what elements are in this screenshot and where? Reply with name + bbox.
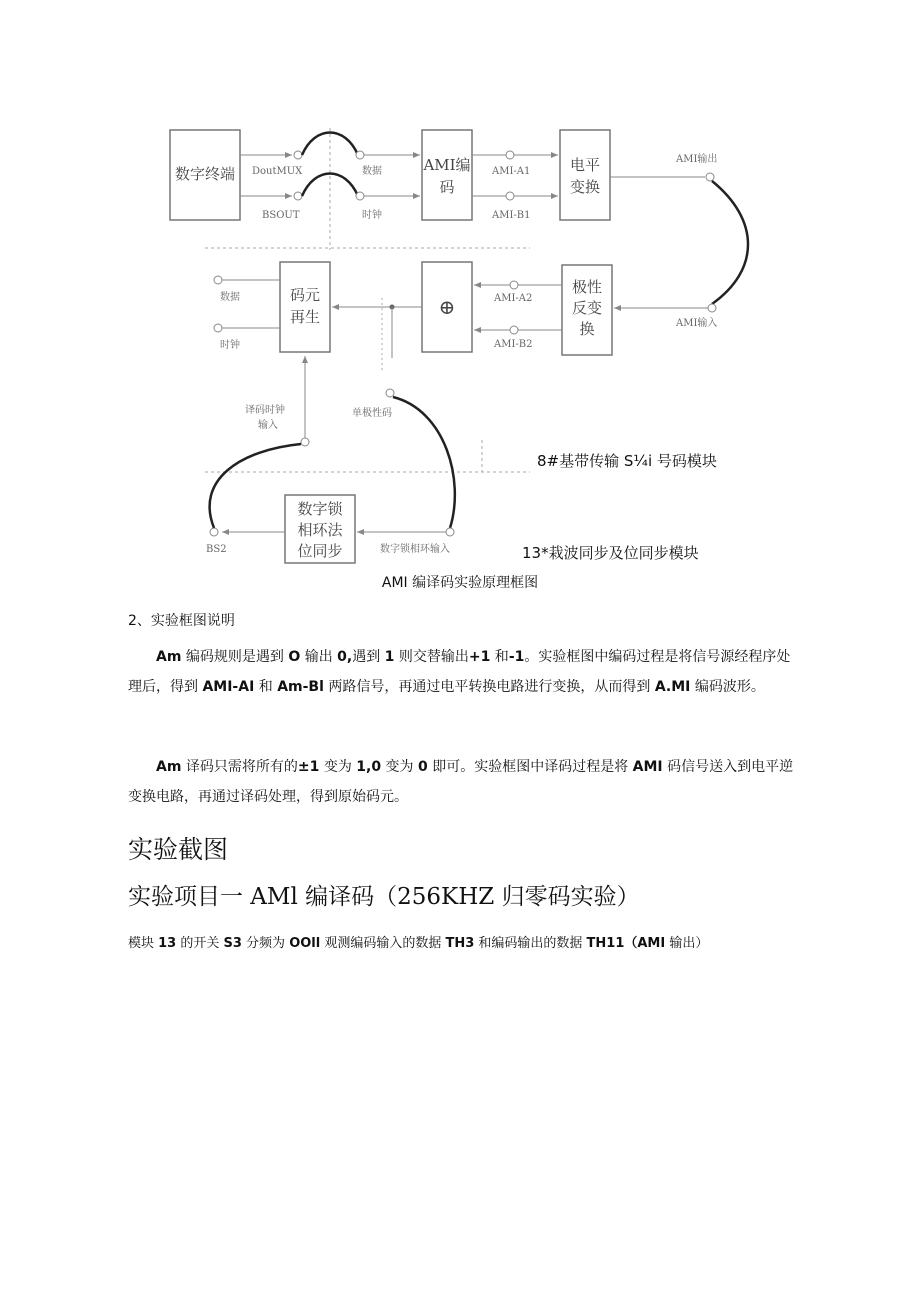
level-convert-label-2: 变换: [569, 178, 601, 196]
digital-terminal-label: 数字终端: [174, 165, 236, 183]
code-regen-block: [280, 262, 330, 352]
data-top-label: 数据: [362, 166, 382, 177]
polarity-label-2: 反变: [571, 299, 603, 317]
heading-screenshots: 实验截图: [128, 835, 229, 864]
code-regen-label-1: 码元: [289, 286, 321, 304]
decode-clock-label-2: 输入: [258, 420, 278, 431]
ami-b2-label: AMI-B2: [494, 339, 533, 350]
level-convert-block: [560, 130, 610, 220]
level-convert-label-1: 电平: [569, 156, 601, 174]
ami-a1-label: AMI-A1: [492, 166, 531, 177]
ami-a2-label: AMI-A2: [494, 293, 533, 304]
ami-out-label: AMI输出: [676, 154, 718, 165]
ami-in-label: AMI输入: [676, 318, 718, 329]
heading-item1: 实验项目一 AMl 编译码（256KHZ 归零码实验）: [128, 884, 640, 910]
module-13-label: 13*栽波同步及位同步模块: [522, 544, 699, 562]
polarity-label-3: 换: [579, 320, 595, 338]
ami-encoder-label-2: 码: [439, 178, 455, 196]
code-regen-label-2: 再生: [289, 308, 321, 326]
dpll-label-2: 相环法: [297, 521, 343, 539]
clock-left-label: 时钟: [220, 340, 240, 351]
dpll-input-label: 数字锁相环输入: [380, 544, 450, 555]
dpll-label-3: 位同步: [297, 542, 343, 560]
diagram-caption: AMI 编译码实验原理框图: [381, 575, 539, 591]
doutmux-label: DoutMUX: [252, 166, 303, 177]
polarity-label-1: 极性: [571, 278, 603, 296]
item1-description: 模块 13 的开关 S3 分频为 OOll 观测编码输入的数据 TH3 和编码输出的数据 TH11（AMI 输出）: [128, 936, 709, 951]
unipolar-label: 单极性码: [352, 408, 392, 419]
ami-encoder-block: [422, 130, 472, 220]
clock-top-label: 时钟: [362, 210, 382, 221]
decoding-paragraph: Am 译码只需将所有的±1 变为 1,0 变为 0 即可。实验框图中译码过程是将 AMI 码信号送入到电平逆变换电路，再通过译码处理，得到原始码元。: [128, 759, 794, 805]
bsout-label: BSOUT: [262, 210, 300, 221]
xor-symbol: ⊕: [438, 295, 456, 319]
ami-encoder-label-1: AMI编: [423, 156, 471, 174]
dpll-label-1: 数字锁: [297, 500, 343, 518]
ami-b1-label: AMI-B1: [492, 210, 531, 221]
module-8-label: 8#基带传输 S¼i 号码模块: [537, 452, 717, 470]
decode-clock-label-1: 译码时钟: [245, 405, 285, 416]
section-heading: 2、实验框图说明: [128, 613, 235, 629]
bs2-label: BS2: [206, 544, 227, 555]
encoding-paragraph: Am 编码规则是遇到 O 输出 0,遇到 1 则交替输出+1 和-1。实验框图中编码过程是将信号源经程序处理后，得到 AMI-AI 和 Am-Bl 两路信号，再通过电平转换电路进行变换，从而得到 A.MI 编码波形。: [128, 649, 791, 695]
data-left-label: 数据: [220, 292, 240, 303]
ami-block-diagram: [0, 0, 920, 600]
